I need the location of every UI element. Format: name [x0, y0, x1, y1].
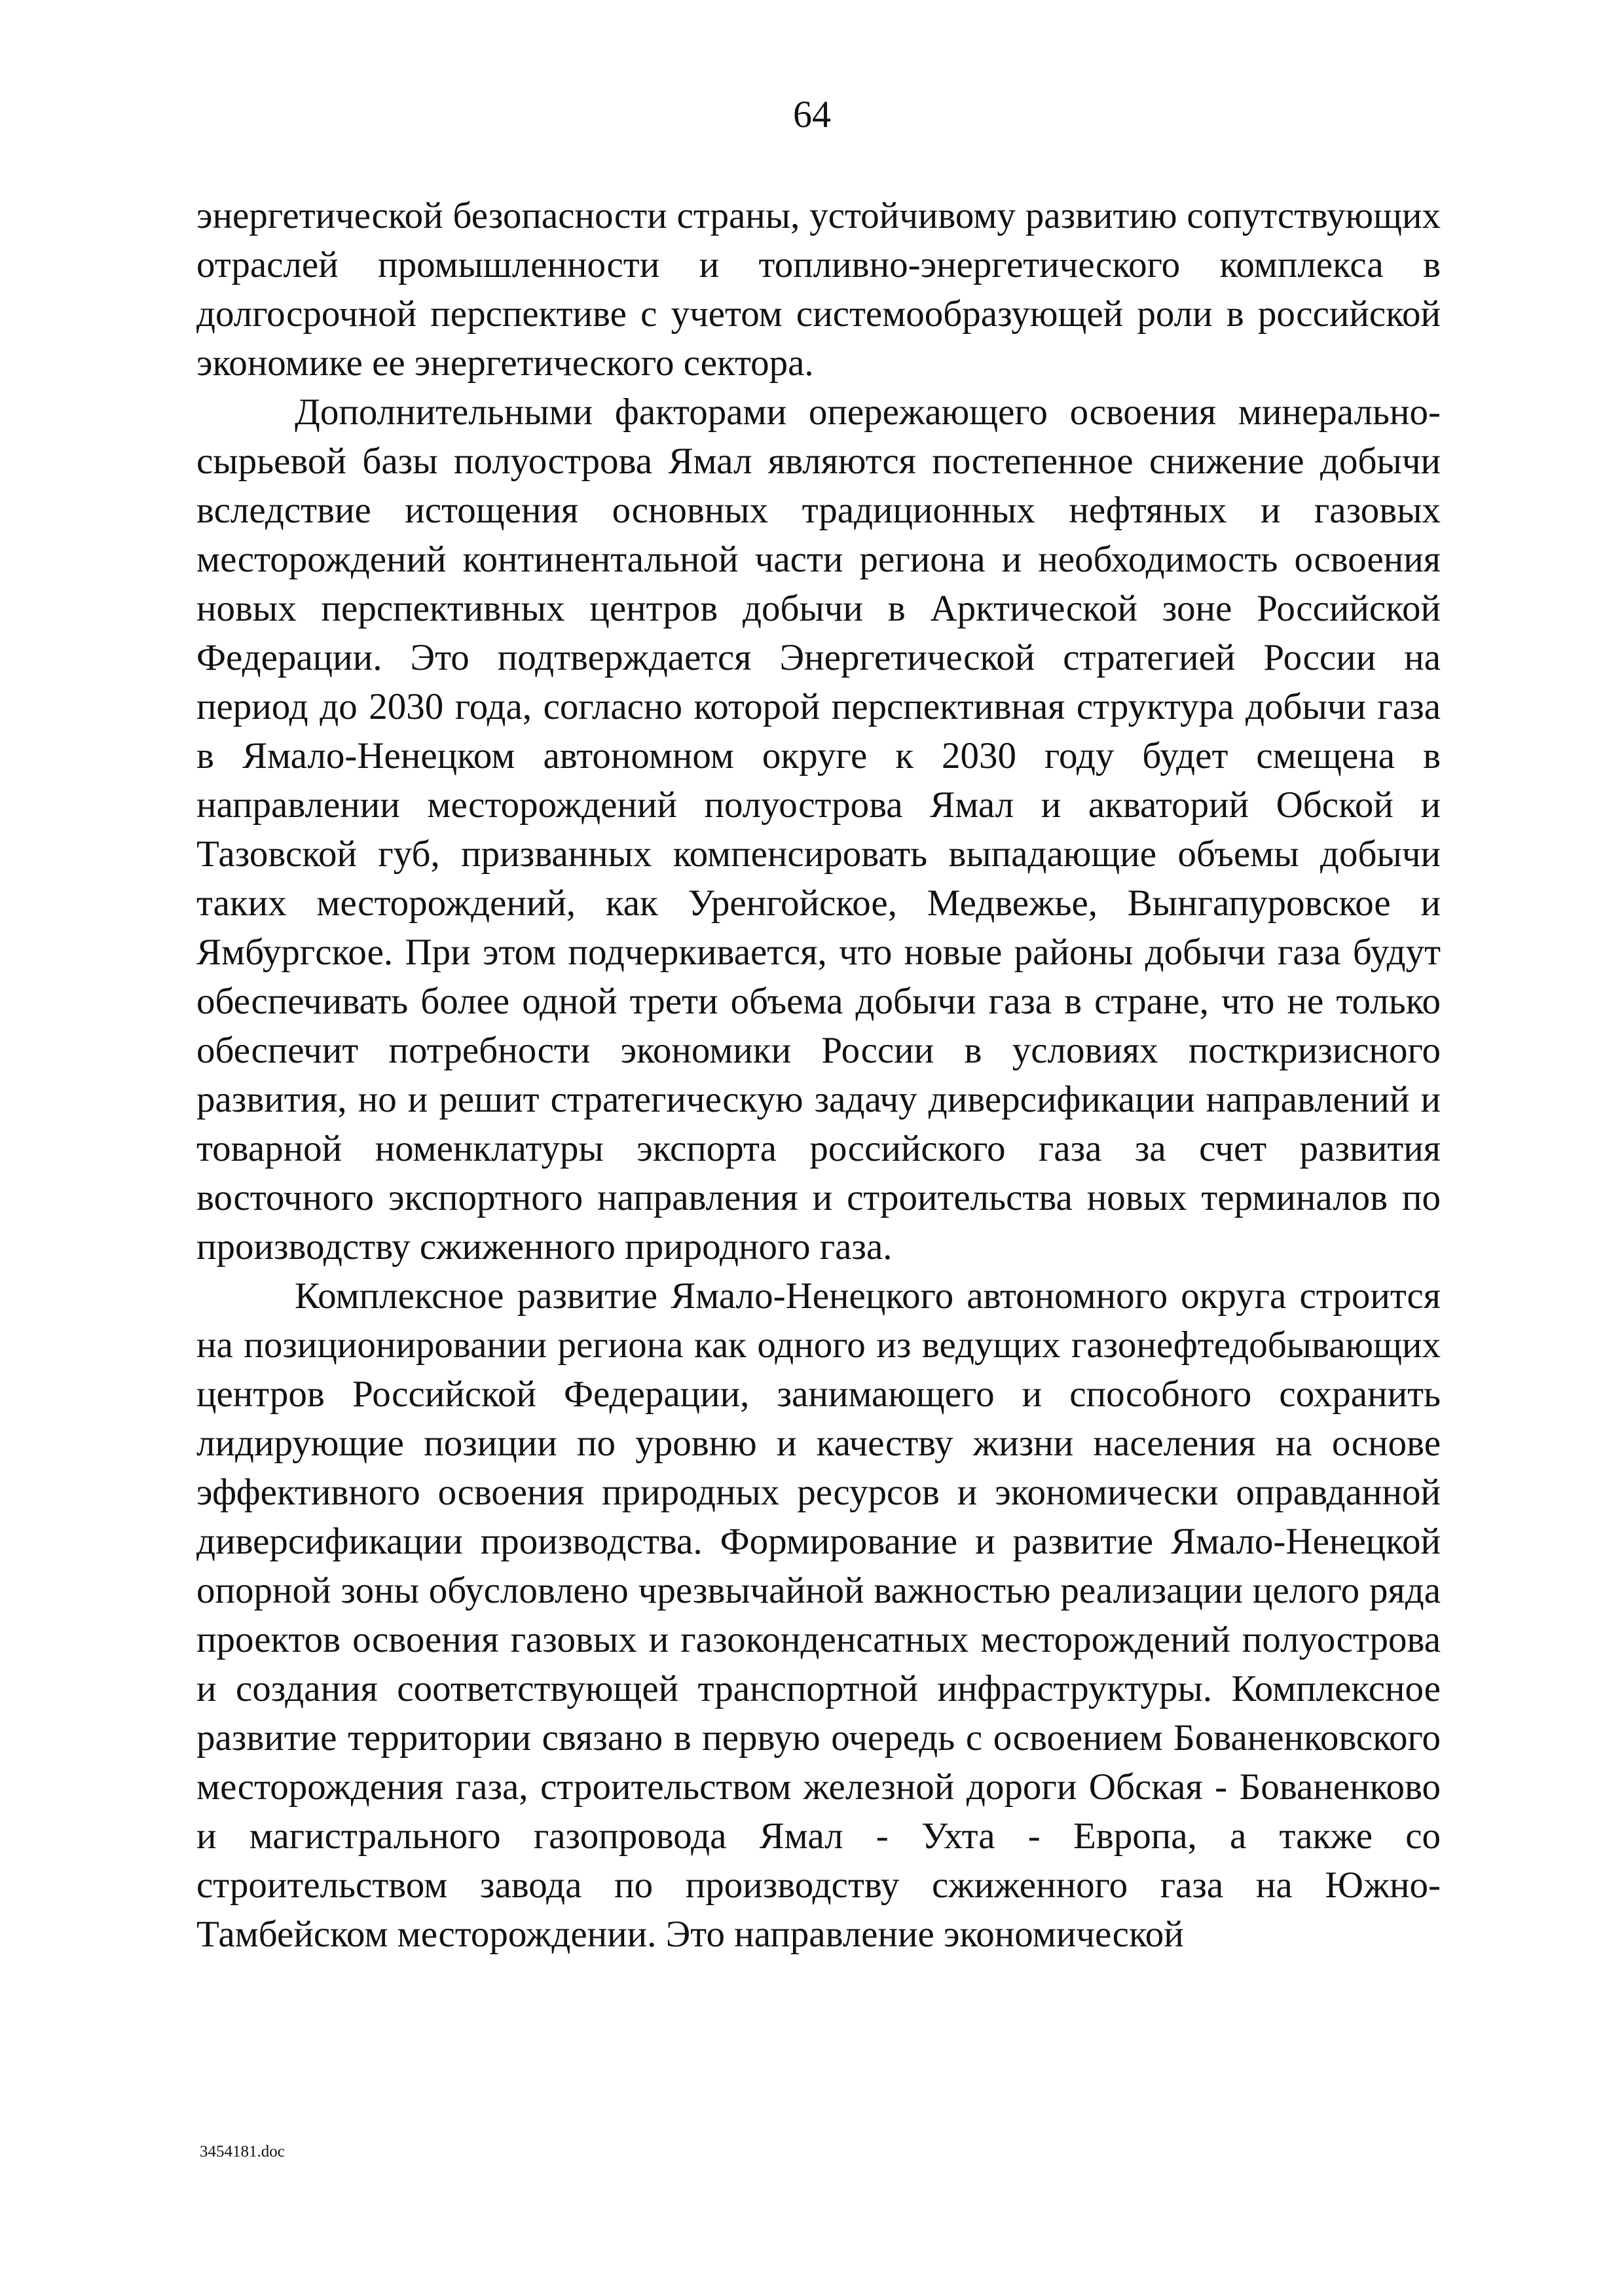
paragraph-continuation: энергетической безопасности страны, устойчивому развитию сопутствующих отраслей промышленности и топливно-энергетического комплекса в долгосрочной перспективе с учетом системообразующей роли в российской экономике ее энергетического сектора. [196, 195, 1441, 384]
body-text [196, 191, 1441, 1959]
document-id-footer: 3454181.doc [200, 2143, 285, 2160]
page-number: 64 [793, 93, 831, 136]
paragraph-additional-factors: Дополнительными факторами опережающего освоения минерально-сырьевой базы полуострова Ямал являются постепенное снижение добычи вследствие истощения основных традиционных нефтяных и газовых месторождений континентальной части региона и необходимость освоения новых перспективных центров добычи в Арктической зоне Российской Федерации. Это подтверждается Энергетической стратегией России на период до 2030 года, согласно которой перспективная структура добычи газа в Ямало-Ненецком автономном округе к 2030 году будет смещена в направлении месторождений полуострова Ямал и акваторий Обской и Тазовской губ, призванных компенсировать выпадающие объемы добычи таких месторождений, как Уренгойское, Медвежье, Вынгапуровское и Ямбургское. При этом подчеркивается, что новые районы добычи газа будут обеспечивать более одной трети объема добычи газа в стране, что не только обеспечит потребности экономики России в условиях посткризисного развития, но и решит стратегическую задачу диверсификации направлений и товарной номенклатуры экспорта российского газа за счет развития восточного экспортного направления и строительства новых терминалов по производству сжиженного природного газа. [196, 392, 1441, 1267]
paragraph-complex-development: Комплексное развитие Ямало-Ненецкого автономного округа строится на позиционировании региона как одного из ведущих газонефтедобывающих центров Российской Федерации, занимающего и способного сохранить лидирующие позиции по уровню и качеству жизни населения на основе эффективного освоения природных ресурсов и экономически оправданной диверсификации производства. Формирование и развитие Ямало-Ненецкой опорной зоны обусловлено чрезвычайной важностью реализации целого ряда проектов освоения газовых и газоконденсатных месторождений полуострова и создания соответствующей транспортной инфраструктуры. Комплексное развитие территории связано в первую очередь с освоением Бованенковского месторождения газа, строительством железной дороги Обская - Бованенково и магистрального газопровода Ямал - Ухта - Европа, а также со строительством завода по производству сжиженного газа на Южно-Тамбейском месторождении. Это направление экономической [196, 1275, 1441, 1955]
